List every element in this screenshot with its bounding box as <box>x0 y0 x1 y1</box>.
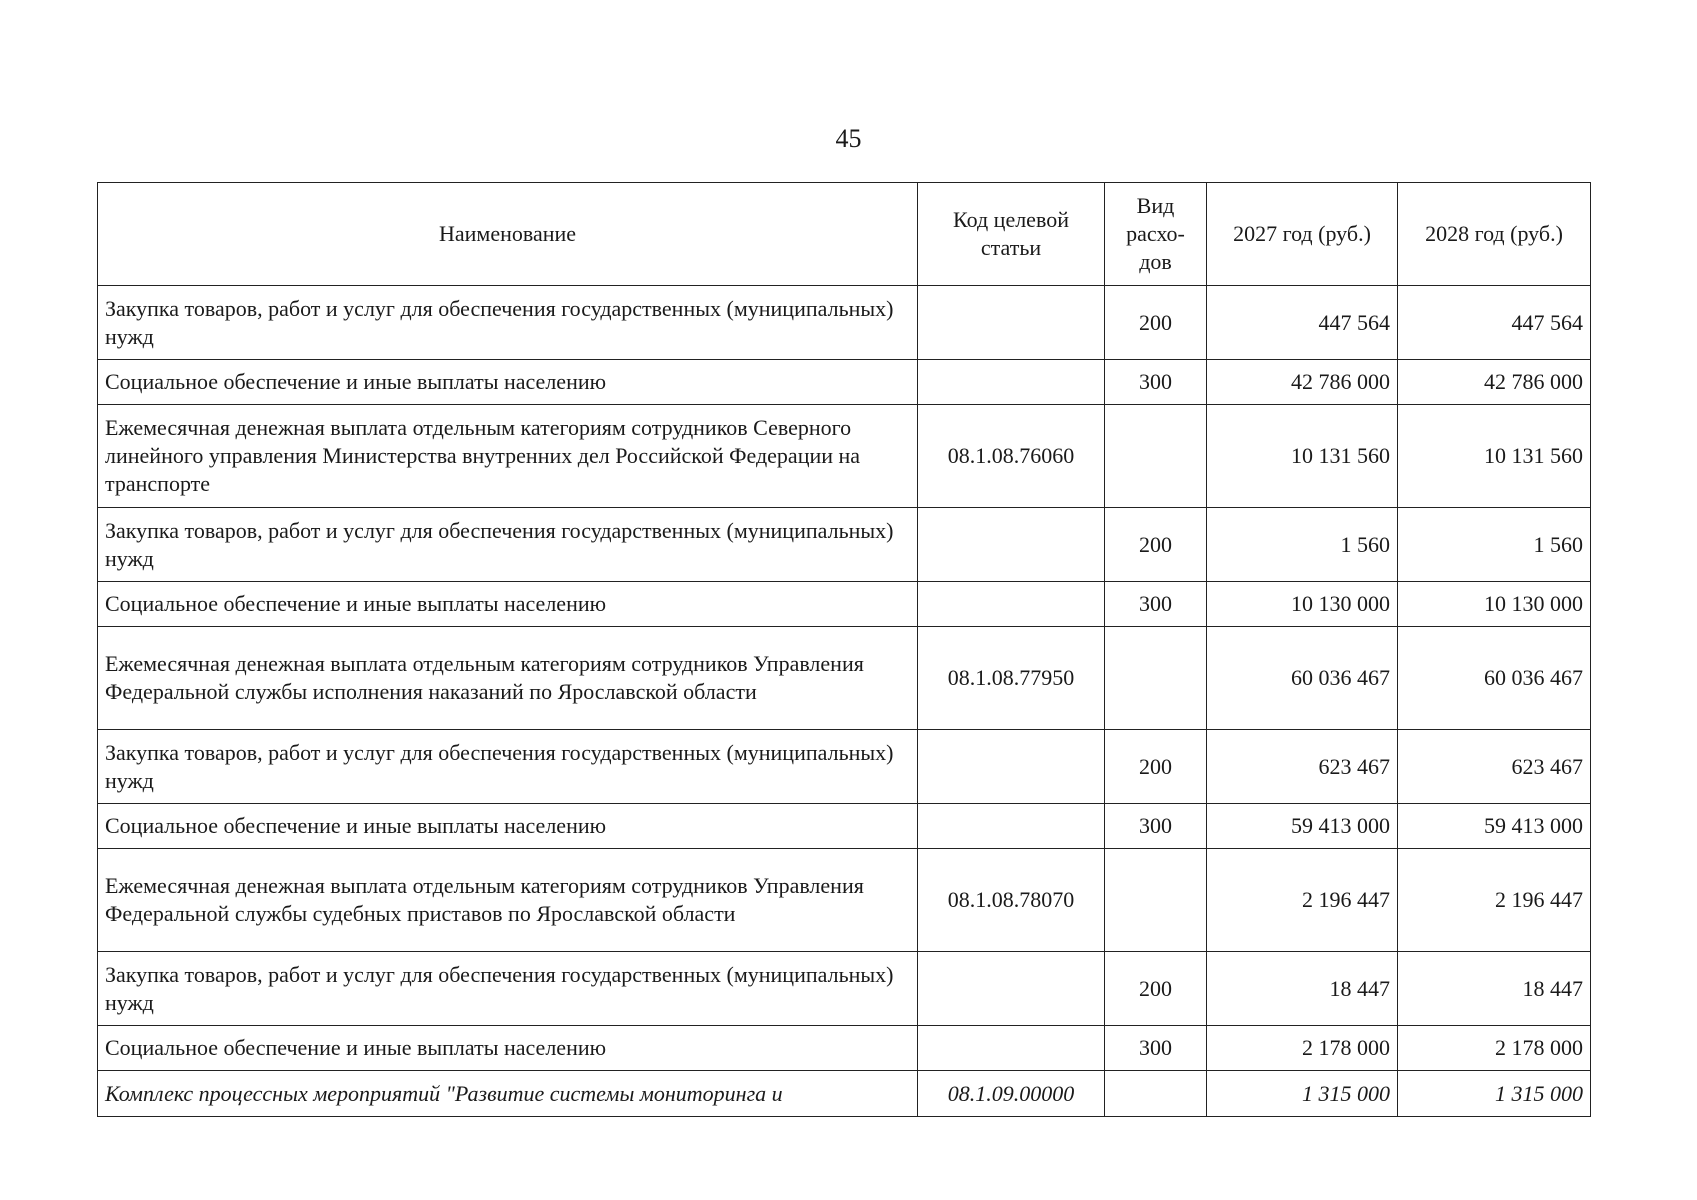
budget-table <box>97 182 1591 1117</box>
row-code <box>918 952 1105 1026</box>
table-row <box>98 804 1591 849</box>
row-name: Закупка товаров, работ и услуг для обеспечения государственных (муниципальных) нужд <box>98 508 918 582</box>
row-amount-2028: 59 413 000 <box>1398 804 1591 849</box>
row-amount-2028: 623 467 <box>1398 730 1591 804</box>
header-type: Вид расхо-дов <box>1105 183 1207 286</box>
row-name: Комплекс процессных мероприятий "Развитие системы мониторинга и <box>98 1071 918 1117</box>
row-amount-2028: 447 564 <box>1398 286 1591 360</box>
table-row <box>98 849 1591 952</box>
header-year-2028: 2028 год (руб.) <box>1398 183 1591 286</box>
row-amount-2027: 447 564 <box>1207 286 1398 360</box>
header-name: Наименование <box>98 183 918 286</box>
table-row <box>98 1026 1591 1071</box>
row-amount-2028: 42 786 000 <box>1398 360 1591 405</box>
row-type: 200 <box>1105 952 1207 1026</box>
row-amount-2027: 2 178 000 <box>1207 1026 1398 1071</box>
row-code <box>918 804 1105 849</box>
table-header-row <box>98 183 1591 286</box>
row-type: 300 <box>1105 582 1207 627</box>
row-amount-2028: 2 178 000 <box>1398 1026 1591 1071</box>
row-code <box>918 360 1105 405</box>
table-row <box>98 405 1591 508</box>
row-amount-2028: 1 315 000 <box>1398 1071 1591 1117</box>
row-name: Ежемесячная денежная выплата отдельным категориям сотрудников Управления Федеральной службы судебных приставов по Ярославской области <box>98 849 918 952</box>
row-code <box>918 286 1105 360</box>
row-code: 08.1.08.77950 <box>918 627 1105 730</box>
table-row <box>98 627 1591 730</box>
row-amount-2027: 623 467 <box>1207 730 1398 804</box>
row-type <box>1105 405 1207 508</box>
row-code <box>918 508 1105 582</box>
row-name: Закупка товаров, работ и услуг для обеспечения государственных (муниципальных) нужд <box>98 286 918 360</box>
row-type: 200 <box>1105 730 1207 804</box>
row-amount-2027: 18 447 <box>1207 952 1398 1026</box>
row-amount-2028: 10 131 560 <box>1398 405 1591 508</box>
table-row <box>98 952 1591 1026</box>
row-type: 300 <box>1105 804 1207 849</box>
header-year-2027: 2027 год (руб.) <box>1207 183 1398 286</box>
row-code: 08.1.08.76060 <box>918 405 1105 508</box>
row-name: Социальное обеспечение и иные выплаты населению <box>98 582 918 627</box>
row-amount-2028: 60 036 467 <box>1398 627 1591 730</box>
table-row <box>98 360 1591 405</box>
row-amount-2028: 18 447 <box>1398 952 1591 1026</box>
row-type <box>1105 627 1207 730</box>
row-amount-2028: 2 196 447 <box>1398 849 1591 952</box>
row-code <box>918 1026 1105 1071</box>
row-type: 300 <box>1105 1026 1207 1071</box>
row-type: 200 <box>1105 286 1207 360</box>
row-amount-2027: 1 315 000 <box>1207 1071 1398 1117</box>
row-amount-2027: 59 413 000 <box>1207 804 1398 849</box>
row-name: Закупка товаров, работ и услуг для обеспечения государственных (муниципальных) нужд <box>98 730 918 804</box>
row-code <box>918 582 1105 627</box>
row-amount-2027: 42 786 000 <box>1207 360 1398 405</box>
row-type: 200 <box>1105 508 1207 582</box>
row-amount-2027: 10 131 560 <box>1207 405 1398 508</box>
page-number: 45 <box>835 124 862 153</box>
row-type <box>1105 1071 1207 1117</box>
table-row <box>98 286 1591 360</box>
row-amount-2027: 2 196 447 <box>1207 849 1398 952</box>
table-row <box>98 1071 1591 1117</box>
row-code: 08.1.09.00000 <box>918 1071 1105 1117</box>
row-type <box>1105 849 1207 952</box>
row-amount-2028: 10 130 000 <box>1398 582 1591 627</box>
row-amount-2027: 1 560 <box>1207 508 1398 582</box>
row-name: Закупка товаров, работ и услуг для обеспечения государственных (муниципальных) нужд <box>98 952 918 1026</box>
table-row <box>98 508 1591 582</box>
row-name: Социальное обеспечение и иные выплаты населению <box>98 804 918 849</box>
table-row <box>98 582 1591 627</box>
row-amount-2027: 60 036 467 <box>1207 627 1398 730</box>
row-name: Социальное обеспечение и иные выплаты населению <box>98 360 918 405</box>
row-amount-2027: 10 130 000 <box>1207 582 1398 627</box>
row-code: 08.1.08.78070 <box>918 849 1105 952</box>
row-name: Ежемесячная денежная выплата отдельным категориям сотрудников Северного линейного управления Министерства внутренних дел Российской Федерации на транспорте <box>98 405 918 508</box>
row-type: 300 <box>1105 360 1207 405</box>
row-name: Социальное обеспечение и иные выплаты населению <box>98 1026 918 1071</box>
row-name: Ежемесячная денежная выплата отдельным категориям сотрудников Управления Федеральной службы исполнения наказаний по Ярославской области <box>98 627 918 730</box>
header-code: Код целевой статьи <box>918 183 1105 286</box>
row-amount-2028: 1 560 <box>1398 508 1591 582</box>
table-row <box>98 730 1591 804</box>
row-code <box>918 730 1105 804</box>
